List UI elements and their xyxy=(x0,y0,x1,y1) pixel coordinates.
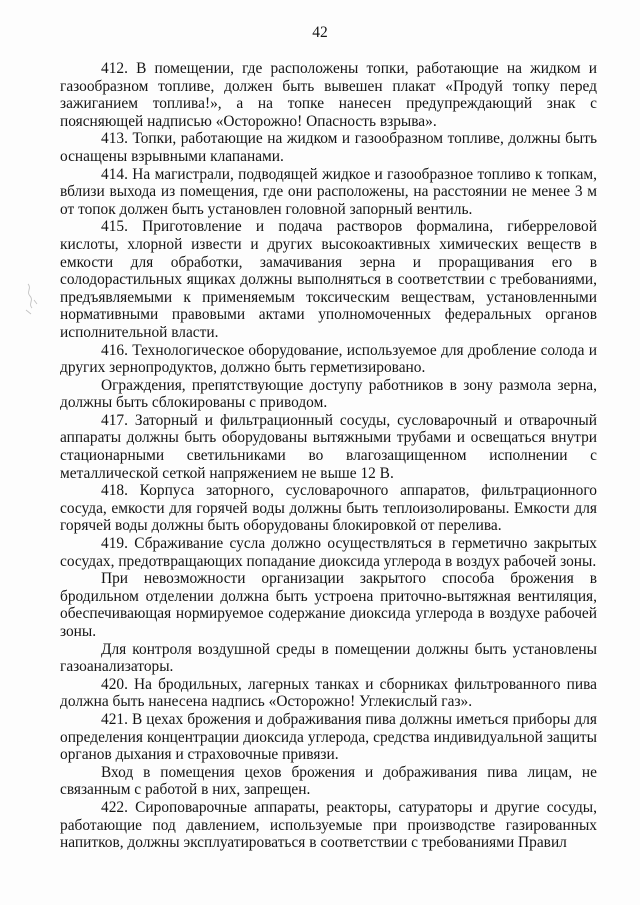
document-body xyxy=(60,60,597,852)
paragraph-421-entry: Вход в помещения цехов брожения и дображивания пива лицам, не связанным с работой в них, запрещен. xyxy=(60,763,597,799)
paragraph-421: 421. В цехах брожения и дображивания пива должны иметься приборы для определения концентрации диоксида углерода, средства индивидуальной защиты органов дыхания и страховочные привязи. xyxy=(60,710,597,764)
paragraph-420: 420. На бродильных, лагерных танках и сборниках фильтрованного пива должна быть нанесена надпись «Осторожно! Углекислый газ». xyxy=(60,675,597,711)
margin-scribble xyxy=(22,282,44,316)
paragraph-419: 419. Сбраживание сусла должно осуществляться в герметично закрытых сосудах, предотвращающих попадание диоксида углерода в воздух рабочей зоны. xyxy=(60,535,597,570)
paragraph-413: 413. Топки, работающие на жидком и газообразном топливе, должны быть оснащены взрывными клапанами. xyxy=(60,130,597,165)
paragraph-422: 422. Сироповарочные аппараты, реакторы, сатураторы и другие сосуды, работающие под давлением, используемые при производстве газированных напитков, должны эксплуатироваться в соответствии с требованиями Правил xyxy=(60,798,597,852)
paragraph-416: 416. Технологическое оборудование, используемое для дробление солода и других зернопродуктов, должно быть герметизировано. xyxy=(60,341,597,377)
paragraph-417: 417. Заторный и фильтрационный сосуды, сусловарочный и отварочный аппараты должны быть оборудованы вытяжными трубами и освещаться внутри стационарными светильниками во влагозащищенном исполнении с металлической сеткой напряжением не выше 12 В. xyxy=(60,411,597,482)
paragraph-415: 415. Приготовление и подача растворов формалина, гиберреловой кислоты, хлорной извести и других высокоактивных химических веществ в емкости для обработки, замачивания зерна и проращивания его в солодорастильных ящиках должны выполняться в соответствии с требованиями, предъявляемыми к применяемым токсическим веществам, установленными нормативными правовыми актами уполномоченных федеральных органов исполнительной власти. xyxy=(60,218,597,341)
paragraph-416-guards: Ограждения, препятствующие доступу работников в зону размола зерна, должны быть сблокированы с приводом. xyxy=(60,376,597,412)
page-number: 42 xyxy=(312,24,328,41)
paragraph-419-gas-analyzers: Для контроля воздушной среды в помещении должны быть установлены газоанализаторы. xyxy=(60,640,597,676)
paragraph-414: 414. На магистрали, подводящей жидкое и газообразное топливо к топкам, вблизи выхода из помещения, где они расположены, на расстоянии не менее 3 м от топок должен быть установлен головной запорный вентиль. xyxy=(60,165,597,218)
paragraph-418: 418. Корпуса заторного, сусловарочного аппаратов, фильтрационного сосуда, емкости для горячей воды должны быть теплоизолированы. Емкости для горячей воды должны быть оборудованы блокировкой от перелива. xyxy=(60,482,597,535)
paragraph-419-ventilation: При невозможности организации закрытого способа брожения в бродильном отделении должна быть устроена приточно-вытяжная вентиляция, обеспечивающая нормируемое содержание диоксида углерода в воздухе рабочей зоны. xyxy=(60,570,597,640)
paragraph-412: 412. В помещении, где расположены топки, работающие на жидком и газообразном топливе, должен быть вывешен плакат «Продуй топку перед зажиганием топлива!», а на топке нанесен предупреждающий знак с поясняющей надписью «Осторожно! Опасность взрыва». xyxy=(60,60,597,130)
